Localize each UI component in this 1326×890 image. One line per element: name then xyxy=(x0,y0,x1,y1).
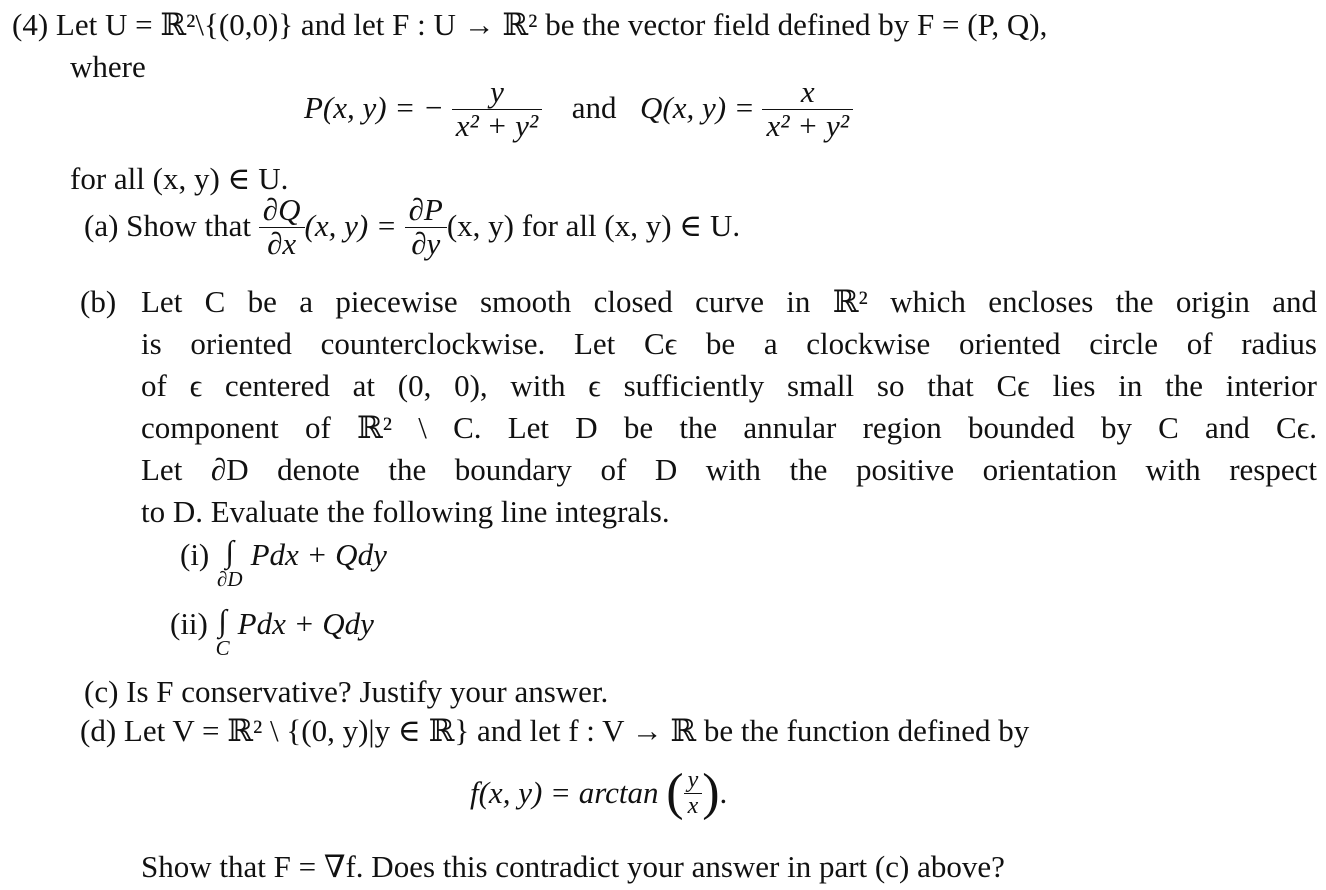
dp-dy-fraction xyxy=(405,194,447,260)
intro-line-2: where xyxy=(70,49,146,84)
part-b-ii-label: (ii) xyxy=(170,606,208,641)
f-definition xyxy=(470,763,728,821)
dx-denominator: ∂x xyxy=(267,225,297,261)
integrand-ii: Pdx + Qdy xyxy=(237,606,374,641)
p-lhs: P(x, y) = − xyxy=(304,90,444,126)
part-d-line1: Let V = ℝ² \ {(0, y)|y ∈ ℝ} and let f : V → ℝ be the function defined by xyxy=(123,713,1030,748)
integral-sub-c: C xyxy=(215,636,230,660)
part-a-pre: Show that xyxy=(126,208,252,244)
y-over-x-fraction xyxy=(684,768,703,819)
part-b-i-label: (i) xyxy=(180,537,210,572)
part-b-line-5: Let ∂D denote the boundary of D with the positive orientation with respect xyxy=(141,452,1317,487)
integral-c xyxy=(216,605,230,659)
part-c xyxy=(84,673,608,710)
q-lhs: Q(x, y) = xyxy=(640,90,755,126)
part-c-text: Is F conservative? Justify your answer. xyxy=(126,674,609,709)
part-a-mid: (x, y) = xyxy=(304,208,397,244)
pq-definition xyxy=(304,74,853,144)
q-fraction xyxy=(762,76,853,142)
part-b-line-4: component of ℝ² \ C. Let D be the annular region bounded by C and Cϵ. xyxy=(141,410,1317,445)
problem-number: (4) xyxy=(12,7,49,42)
dy-denominator: ∂y xyxy=(411,225,441,261)
q-denominator: x² + y² xyxy=(766,107,850,143)
left-paren: ( xyxy=(666,763,684,821)
part-d xyxy=(80,712,1029,749)
p-numerator: y xyxy=(452,76,543,110)
part-c-label: (c) xyxy=(84,674,119,709)
part-b-ii xyxy=(170,605,374,659)
part-b-line-3: of ϵ centered at (0, 0), with ϵ sufficiently small so that Cϵ lies in the interior xyxy=(141,368,1317,403)
f-lhs: f(x, y) = arctan xyxy=(470,774,659,810)
f-period: . xyxy=(719,774,728,810)
part-a-label: (a) xyxy=(84,208,119,244)
part-b-line-2: is oriented counterclockwise. Let Cϵ be a clockwise oriented circle of radius xyxy=(141,326,1317,361)
integral-sign-ii: ∫ xyxy=(218,603,227,638)
and-word: and xyxy=(571,90,617,126)
p-denominator: x² + y² xyxy=(455,107,539,143)
part-b-line-1: Let C be a piecewise smooth closed curve in ℝ² which encloses the origin and xyxy=(141,284,1317,319)
intro-text: Let U = ℝ²\{(0,0)} and let F : U → ℝ² be the vector field defined by F = (P, Q), xyxy=(55,7,1048,42)
part-d-label: (d) xyxy=(80,713,117,748)
dq-numerator: ∂Q xyxy=(259,194,305,228)
f-numerator: y xyxy=(684,768,703,794)
right-paren: ) xyxy=(702,763,720,821)
intro-line-1 xyxy=(12,6,1047,43)
part-b-i xyxy=(180,536,387,590)
part-b-label: (b) xyxy=(80,284,117,319)
integral-sub-dd: ∂D xyxy=(217,567,243,591)
f-denominator: x xyxy=(687,793,699,820)
integral-dd xyxy=(217,536,243,590)
dq-dx-fraction xyxy=(259,194,305,260)
q-numerator: x xyxy=(762,76,853,110)
part-d-last-line: Show that F = ∇f. Does this contradict your answer in part (c) above? xyxy=(141,849,1005,884)
part-a-post: (x, y) for all (x, y) ∈ U. xyxy=(446,208,741,244)
domain-line: for all (x, y) ∈ U. xyxy=(70,161,289,196)
part-a xyxy=(84,192,741,262)
p-fraction xyxy=(452,76,543,142)
integrand-i: Pdx + Qdy xyxy=(250,537,387,572)
dp-numerator: ∂P xyxy=(405,194,447,228)
part-b-line-6: to D. Evaluate the following line integrals. xyxy=(141,494,670,529)
integral-sign: ∫ xyxy=(225,534,235,569)
